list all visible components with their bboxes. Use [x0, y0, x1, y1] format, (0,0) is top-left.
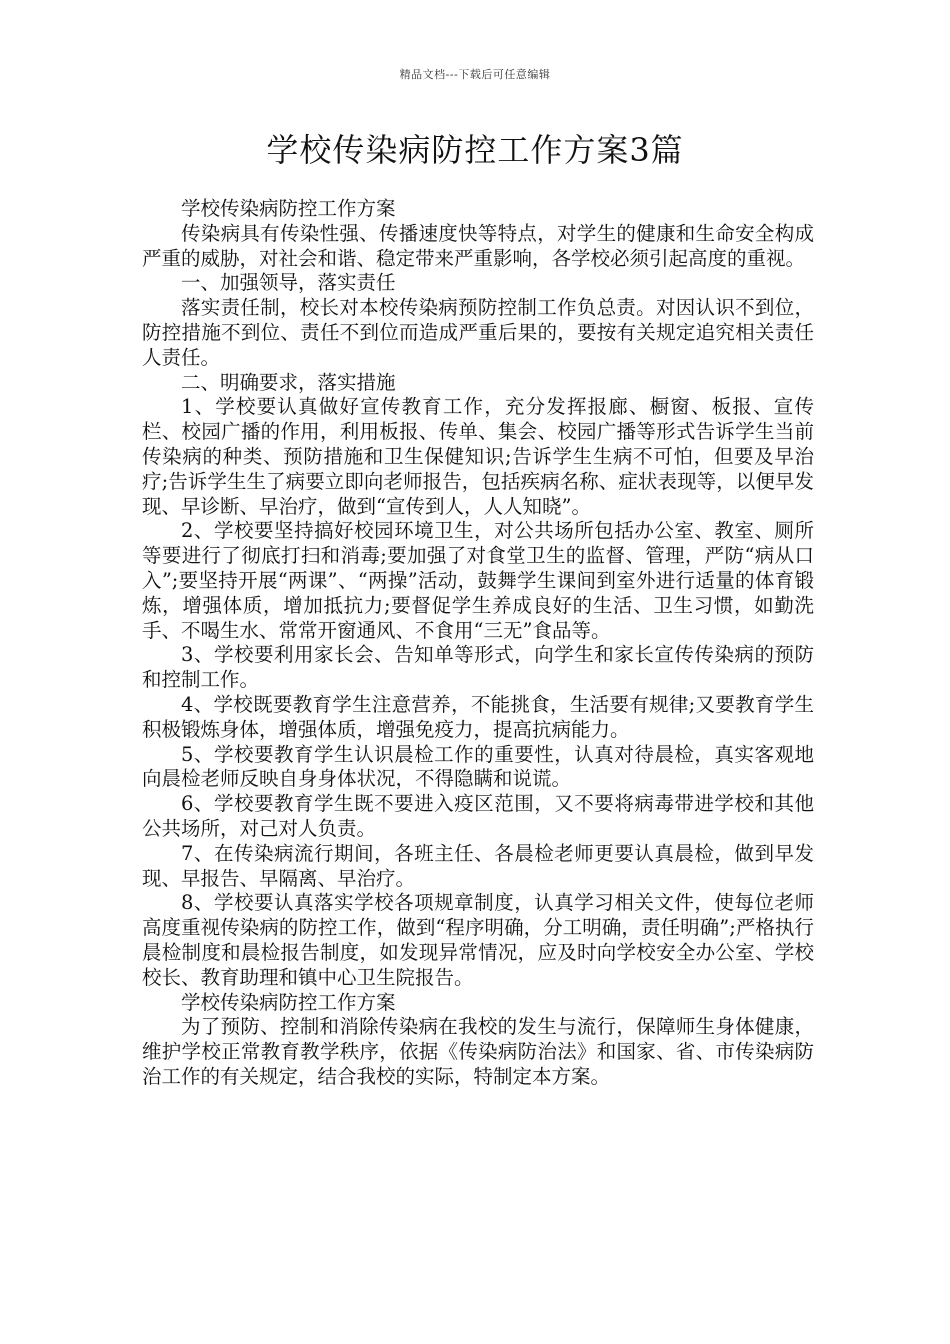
header-note: 精品文档---下载后可任意编辑: [399, 68, 551, 81]
document-title: 学校传染病防控工作方案3篇: [266, 131, 684, 169]
paragraph: 7、在传染病流行期间，各班主任、各晨检老师更要认真晨检，做到早发现、早报告、早隔离、早治疗。: [142, 841, 814, 890]
paragraph: 二、明确要求，落实措施: [181, 370, 396, 394]
paragraph: 学校传染病防控工作方案: [181, 990, 396, 1014]
paragraph: 8、学校要认真落实学校各项规章制度，认真学习相关文件，使每位老师高度重视传染病的防控工作，做到“程序明确，分工明确，责任明确”;严格执行晨检制度和晨检报告制度，如发现异常情况，应及时向学校安全办公室、学校校长、教育助理和镇中心卫生院报告。: [142, 891, 814, 989]
paragraph: 4、学校既要教育学生注意营养，不能挑食，生活要有规律;又要教育学生积极锻炼身体，增强体质，增强免疫力，提高抗病能力。: [142, 692, 814, 741]
paragraph: 落实责任制，校长对本校传染病预防控制工作负总责。对因认识不到位，防控措施不到位、责任不到位而造成严重后果的，要按有关规定追究相关责任人责任。: [142, 296, 814, 369]
paragraph: 为了预防、控制和消除传染病在我校的发生与流行，保障师生身体健康，维护学校正常教育教学秩序，依据《传染病防治法》和国家、省、市传染病防治工作的有关规定，结合我校的实际，特制定本方案。: [142, 1015, 814, 1088]
paragraph: 2、学校要坚持搞好校园环境卫生，对公共场所包括办公室、教室、厕所等要进行了彻底打扫和消毒;要加强了对食堂卫生的监督、管理，严防“病从口入”;要坚持开展“两课”、“两操”活动，鼓舞学生课间到室外进行适量的体育锻炼，增强体质，增加抵抗力;要督促学生养成良好的生活、卫生习惯，如勤洗手、不喝生水、常常开窗通风、不食用“三无”食品等。: [142, 519, 814, 642]
document-body: [142, 197, 814, 1090]
paragraph: 6、学校要教育学生既不要进入疫区范围，又不要将病毒带进学校和其他公共场所，对己对人负责。: [142, 792, 814, 840]
paragraph: 1、学校要认真做好宣传教育工作，充分发挥报廊、橱窗、板报、宣传栏、校园广播的作用，利用板报、传单、集会、校园广播等形式告诉学生当前传染病的种类、预防措施和卫生保健知识;告诉学生生病不可怕，但要及早治疗;告诉学生生了病要立即向老师报告，包括疾病名称、症状表现等，以便早发现、早诊断、早治疗，做到“宣传到人，人人知晓”。: [142, 395, 814, 518]
paragraph: 一、加强领导，落实责任: [181, 271, 396, 295]
paragraph: 5、学校要教育学生认识晨检工作的重要性，认真对待晨检，真实客观地向晨检老师反映自身身体状况，不得隐瞒和说谎。: [142, 742, 814, 791]
paragraph: 传染病具有传染性强、传播速度快等特点，对学生的健康和生命安全构成严重的威胁，对社会和谐、稳定带来严重影响，各学校必须引起高度的重视。: [142, 221, 814, 270]
paragraph: 学校传染病防控工作方案: [181, 197, 396, 220]
paragraph: 3、学校要利用家长会、告知单等形式，向学生和家长宣传传染病的预防和控制工作。: [142, 643, 814, 692]
